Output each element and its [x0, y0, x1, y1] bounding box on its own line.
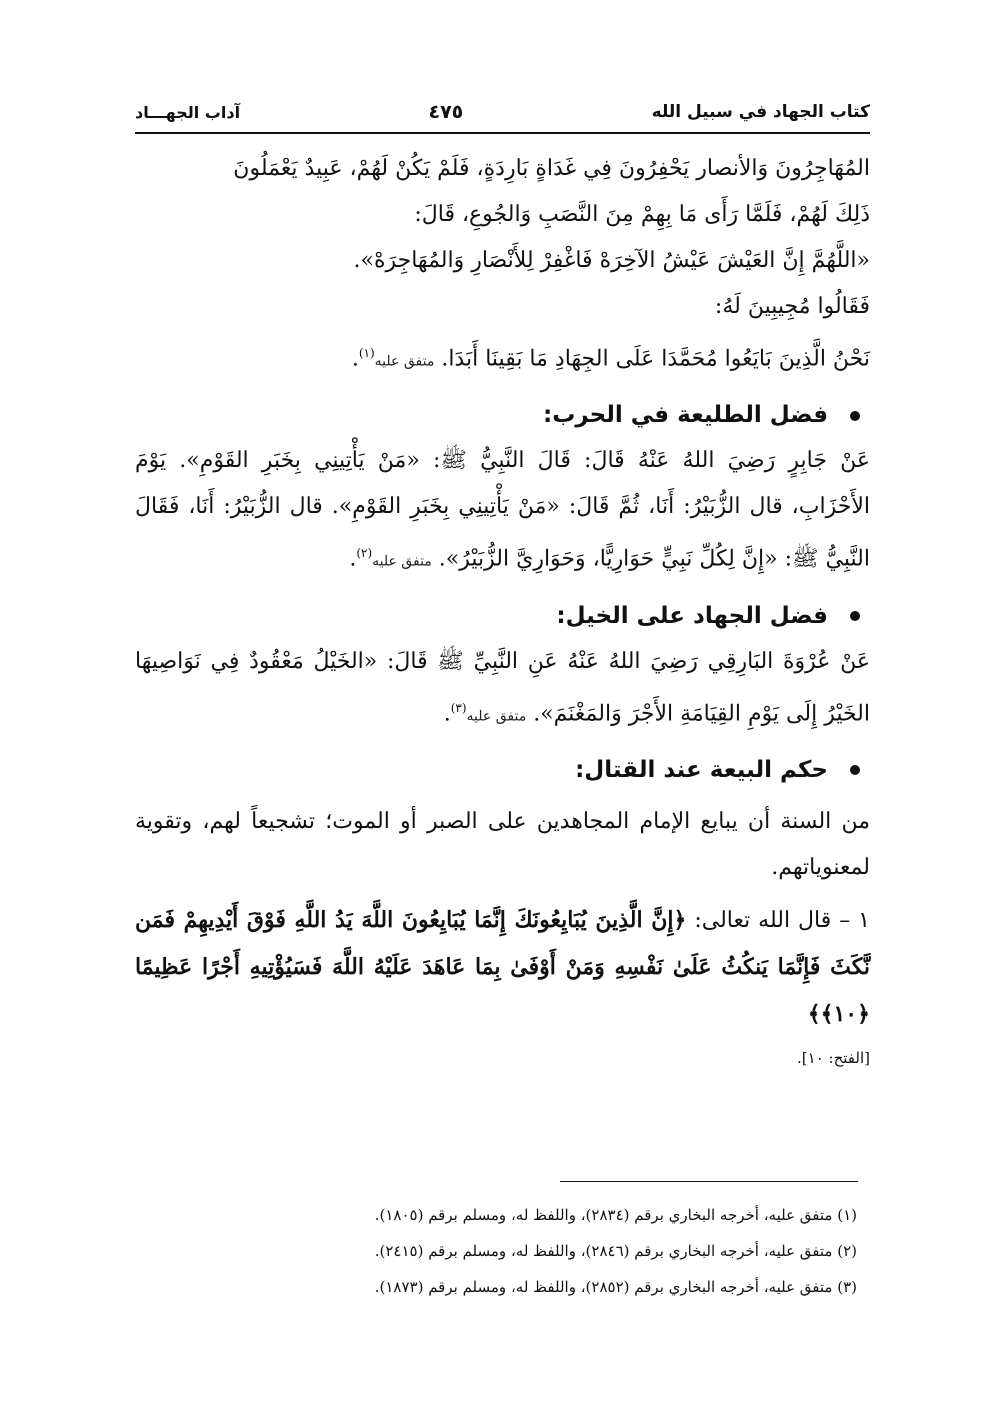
page-number: ٤٧٥: [428, 101, 464, 123]
bullet-icon: [850, 611, 860, 621]
footnote: (١) متفق عليه، أخرجه البخاري برقم (٢٨٣٤)، واللفظ له، ومسلم برقم (١٨٠٥).: [374, 1206, 857, 1224]
footnote: (٢) متفق عليه، أخرجه البخاري برقم (٢٨٤٦)، واللفظ له، ومسلم برقم (٢٤١٥).: [374, 1242, 857, 1260]
heading-text: فضل الجهاد على الخيل:: [556, 602, 828, 629]
section-heading: [135, 593, 870, 639]
footnotes: [135, 1197, 857, 1305]
body-line: فَقَالُوا مُجِيبِينَ لَهُ:: [714, 294, 870, 319]
poem-line: «اللَّهُمَّ إِنَّ العَيْشَ عَيْشُ الآخِرَهْ فَاغْفِرْ لِلأَنْصَارِ وَالمُهَاجِرَهْ».: [353, 248, 870, 273]
section-heading: [135, 747, 870, 793]
hadith-paragraph: [135, 438, 870, 584]
hadith-text: عَنْ جَابِرٍ رَضِيَ اللهُ عَنْهُ قَالَ: قَالَ النَّبِيُّ ﷺ: «مَنْ يَأْتِينِي بِخَبَرِ القَوْمِ». يَوْمَ الأَحْزَابِ، قال الزُّبَيْرُ: أَنَا، ثُمَّ قَالَ: «مَنْ يَأْتِينِي بِخَبَرِ القَوْمِ». قال الزُّبَيْرُ: أَنَا، فَقَالَ النَّبِيُّ ﷺ: «إِنَّ لِكُلِّ نَبِيٍّ حَوَارِيًّا، وَحَوَارِيَّ الزُّبَيْرُ».: [135, 448, 870, 572]
heading-text: فضل الطليعة في الحرب:: [543, 402, 828, 429]
agreed-label: متفق عليه: [372, 553, 432, 570]
sentence-end: .: [349, 546, 357, 572]
sentence-end: .: [351, 346, 359, 372]
poem-text: نَحْنُ الَّذِينَ بَايَعُوا مُحَمَّدَا عَلَى الجِهَادِ مَا بَقِينَا أَبَدَا.: [441, 346, 870, 372]
heading-text: حكم البيعة عند القتال:: [575, 756, 828, 783]
ruling-paragraph: من السنة أن يبايع الإمام المجاهدين على الصبر أو الموت؛ تشجيعاً لهم، وتقوية لمعنوياتهم.: [135, 808, 870, 880]
body-line: المُهَاجِرُونَ وَالأنصار يَحْفِرُونَ فِي غَدَاةٍ بَارِدَةٍ، فَلَمْ يَكُنْ لَهُمْ، عَبِيدٌ يَعْمَلُونَ: [233, 156, 870, 181]
footnote-marker: (١): [358, 346, 375, 360]
book-title: كتاب الجهاد في سبيل الله: [651, 102, 870, 122]
quran-item: [135, 897, 870, 1038]
body-line: ذَلِكَ لَهُمْ، فَلَمَّا رَأَى مَا بِهِمْ مِنَ النَّصَبِ وَالجُوعِ، قَالَ:: [414, 202, 870, 227]
bullet-icon: [850, 765, 860, 775]
poem-line: [135, 330, 870, 384]
page-body: [135, 146, 870, 1078]
footnote-marker: (٣): [450, 700, 467, 715]
quran-verse: ﴿إِنَّ الَّذِينَ يُبَايِعُونَكَ إِنَّمَا يُبَايِعُونَ اللَّهَ يَدُ اللَّهِ فَوْقَ أَيْدِيهِمْ فَمَن نَّكَثَ فَإِنَّمَا يَنكُثُ عَلَىٰ نَفْسِهِ وَمَنْ أَوْفَىٰ بِمَا عَاهَدَ عَلَيْهُ اللَّهَ فَسَيُؤْتِيهِ أَجْرًا عَظِيمًا ﴿١٠﴾﴾: [135, 906, 870, 1027]
sentence-end: .: [443, 700, 451, 726]
hadith-paragraph: [135, 639, 870, 739]
section-heading: [135, 392, 870, 438]
page-header: [135, 94, 870, 130]
agreed-label: متفق عليه: [466, 707, 527, 724]
footnote: (٣) متفق عليه، أخرجه البخاري برقم (٢٨٥٢)، واللفظ له، ومسلم برقم (١٨٧٣).: [374, 1278, 857, 1296]
item-prefix: ١ – قال الله تعالى:: [694, 907, 870, 933]
footnote-marker: (٢): [356, 546, 373, 561]
hadith-text: عَنْ عُرْوَةَ البَارِقِي رَضِيَ اللهُ عَنْهُ عَنِ النَّبِيِّ ﷺ قَالَ: «الخَيْلُ مَعْقُودٌ فِي نَوَاصِيهَا الخَيْرُ إِلَى يَوْمِ القِيَامَةِ الأَجْرَ وَالمَغْنَمَ».: [135, 648, 870, 726]
agreed-label: متفق عليه: [374, 353, 435, 370]
footnote-divider: [560, 1181, 858, 1182]
bullet-icon: [850, 411, 860, 421]
header-divider: [135, 132, 870, 134]
section-title: آداب الجهـــاد: [135, 102, 241, 122]
surah-reference: [الفتح: ١٠].: [797, 1048, 870, 1067]
